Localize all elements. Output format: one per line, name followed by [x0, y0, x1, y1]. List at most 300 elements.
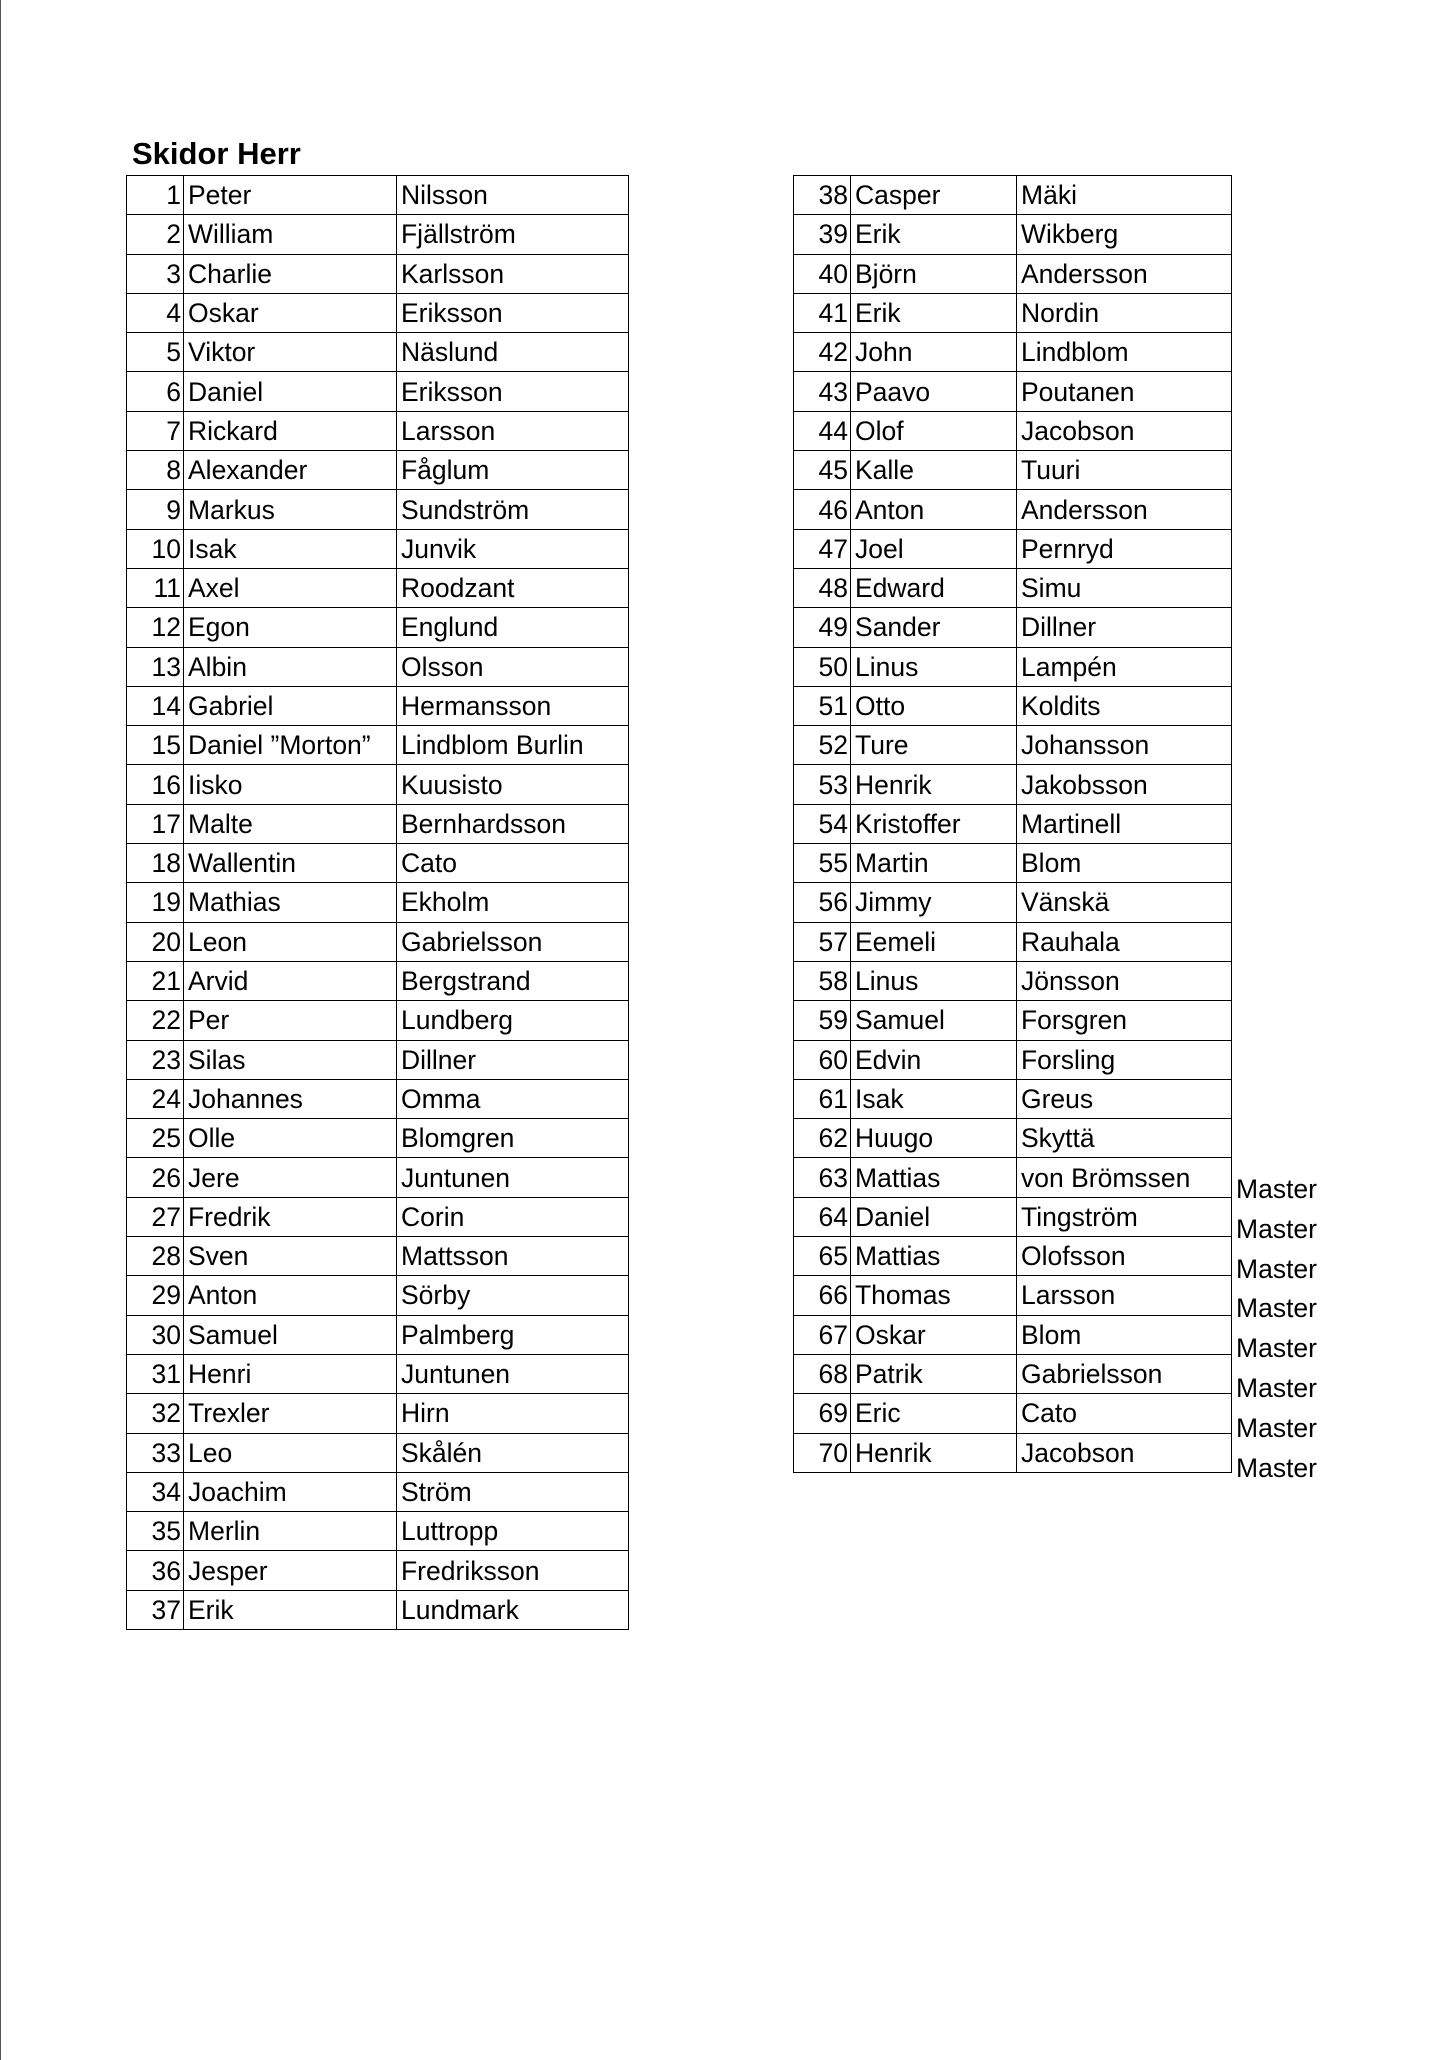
table-row [794, 1158, 1232, 1197]
last-name-cell: Kuusisto [397, 765, 629, 804]
category-note [1236, 1011, 1317, 1051]
roster-table-right-body [794, 176, 1232, 1473]
category-notes [1236, 175, 1317, 1488]
last-name-cell: Lindblom [1017, 333, 1232, 372]
table-row [127, 1512, 629, 1551]
first-name-cell: Edvin [851, 1040, 1017, 1079]
table-row [794, 1394, 1232, 1433]
start-number-cell: 14 [127, 686, 184, 725]
last-name-cell: Ström [397, 1472, 629, 1511]
last-name-cell: Cato [397, 844, 629, 883]
table-row [127, 922, 629, 961]
start-number-cell: 15 [127, 726, 184, 765]
first-name-cell: Casper [851, 176, 1017, 215]
table-row [794, 568, 1232, 607]
last-name-cell: Skålén [397, 1433, 629, 1472]
last-name-cell: Juntunen [397, 1158, 629, 1197]
start-number-cell: 21 [127, 961, 184, 1000]
first-name-cell: Joel [851, 529, 1017, 568]
table-row [794, 1197, 1232, 1236]
start-number-cell: 38 [794, 176, 851, 215]
start-number-cell: 59 [794, 1001, 851, 1040]
table-row [127, 1158, 629, 1197]
first-name-cell: Björn [851, 254, 1017, 293]
last-name-cell: von Brömssen [1017, 1158, 1232, 1197]
last-name-cell: Mäki [1017, 176, 1232, 215]
first-name-cell: Daniel [851, 1197, 1017, 1236]
category-note: Master [1236, 1412, 1317, 1443]
table-row [794, 1237, 1232, 1276]
start-number-cell: 60 [794, 1040, 851, 1079]
start-number-cell: 6 [127, 372, 184, 411]
first-name-cell: Mattias [851, 1237, 1017, 1276]
category-note [1236, 891, 1317, 931]
last-name-cell: Näslund [397, 333, 629, 372]
category-note: Master [1236, 1452, 1317, 1483]
category-note [1236, 971, 1317, 1011]
start-number-cell: 58 [794, 961, 851, 1000]
last-name-cell: Dillner [397, 1040, 629, 1079]
first-name-cell: Linus [851, 647, 1017, 686]
table-row [127, 372, 629, 411]
start-number-cell: 1 [127, 176, 184, 215]
start-number-cell: 37 [127, 1590, 184, 1629]
category-note [1236, 175, 1317, 215]
last-name-cell: Forsling [1017, 1040, 1232, 1079]
start-number-cell: 32 [127, 1394, 184, 1433]
first-name-cell: Anton [851, 490, 1017, 529]
start-number-cell: 29 [127, 1276, 184, 1315]
start-number-cell: 64 [794, 1197, 851, 1236]
first-name-cell: Paavo [851, 372, 1017, 411]
last-name-cell: Hirn [397, 1394, 629, 1433]
last-name-cell: Jacobson [1017, 1433, 1232, 1472]
first-name-cell: Peter [184, 176, 397, 215]
start-number-cell: 56 [794, 883, 851, 922]
last-name-cell: Englund [397, 608, 629, 647]
table-row [794, 372, 1232, 411]
category-note [1236, 852, 1317, 892]
last-name-cell: Juntunen [397, 1354, 629, 1393]
last-name-cell: Andersson [1017, 490, 1232, 529]
category-note: Master [1236, 1293, 1317, 1324]
start-number-cell: 9 [127, 490, 184, 529]
first-name-cell: Merlin [184, 1512, 397, 1551]
start-number-cell: 22 [127, 1001, 184, 1040]
table-row [127, 1001, 629, 1040]
first-name-cell: Oskar [184, 293, 397, 332]
last-name-cell: Tingström [1017, 1197, 1232, 1236]
table-row [127, 176, 629, 215]
table-row [127, 529, 629, 568]
table-row [794, 608, 1232, 647]
start-number-cell: 66 [794, 1276, 851, 1315]
first-name-cell: Axel [184, 568, 397, 607]
category-note [1236, 493, 1317, 533]
category-note: Master [1236, 1253, 1317, 1284]
last-name-cell: Gabrielsson [397, 922, 629, 961]
table-row [127, 1472, 629, 1511]
last-name-cell: Karlsson [397, 254, 629, 293]
category-note: Master [1236, 1173, 1317, 1204]
category-note [1236, 1051, 1317, 1091]
start-number-cell: 8 [127, 451, 184, 490]
start-number-cell: 20 [127, 922, 184, 961]
table-row [127, 568, 629, 607]
roster-table-right [793, 175, 1232, 1473]
last-name-cell: Poutanen [1017, 372, 1232, 411]
start-number-cell: 43 [794, 372, 851, 411]
first-name-cell: Rickard [184, 411, 397, 450]
start-number-cell: 33 [127, 1433, 184, 1472]
last-name-cell: Forsgren [1017, 1001, 1232, 1040]
start-number-cell: 54 [794, 804, 851, 843]
first-name-cell: Markus [184, 490, 397, 529]
roster-table-left [126, 175, 629, 1630]
first-name-cell: Jere [184, 1158, 397, 1197]
start-number-cell: 19 [127, 883, 184, 922]
table-row [794, 726, 1232, 765]
last-name-cell: Tuuri [1017, 451, 1232, 490]
start-number-cell: 48 [794, 568, 851, 607]
table-row [794, 176, 1232, 215]
table-row [794, 961, 1232, 1000]
table-row [794, 490, 1232, 529]
category-note [1236, 414, 1317, 454]
first-name-cell: Huugo [851, 1119, 1017, 1158]
first-name-cell: William [184, 215, 397, 254]
category-note [1236, 334, 1317, 374]
start-number-cell: 65 [794, 1237, 851, 1276]
start-number-cell: 67 [794, 1315, 851, 1354]
last-name-cell: Palmberg [397, 1315, 629, 1354]
last-name-cell: Lindblom Burlin [397, 726, 629, 765]
first-name-cell: Alexander [184, 451, 397, 490]
start-number-cell: 62 [794, 1119, 851, 1158]
last-name-cell: Greus [1017, 1079, 1232, 1118]
table-row [794, 1276, 1232, 1315]
table-row [794, 844, 1232, 883]
start-number-cell: 55 [794, 844, 851, 883]
last-name-cell: Mattsson [397, 1237, 629, 1276]
start-number-cell: 42 [794, 333, 851, 372]
first-name-cell: Wallentin [184, 844, 397, 883]
first-name-cell: Jesper [184, 1551, 397, 1590]
start-number-cell: 27 [127, 1197, 184, 1236]
first-name-cell: Isak [184, 529, 397, 568]
last-name-cell: Eriksson [397, 293, 629, 332]
category-note [1236, 653, 1317, 693]
last-name-cell: Blom [1017, 844, 1232, 883]
last-name-cell: Luttropp [397, 1512, 629, 1551]
last-name-cell: Olofsson [1017, 1237, 1232, 1276]
table-row [794, 333, 1232, 372]
last-name-cell: Fjällström [397, 215, 629, 254]
start-number-cell: 34 [127, 1472, 184, 1511]
last-name-cell: Hermansson [397, 686, 629, 725]
start-number-cell: 52 [794, 726, 851, 765]
last-name-cell: Skyttä [1017, 1119, 1232, 1158]
category-note [1236, 573, 1317, 613]
start-number-cell: 12 [127, 608, 184, 647]
first-name-cell: Jimmy [851, 883, 1017, 922]
start-number-cell: 51 [794, 686, 851, 725]
table-row [794, 647, 1232, 686]
category-note [1236, 931, 1317, 971]
table-row [127, 804, 629, 843]
page-title: Skidor Herr [132, 136, 301, 171]
table-row [127, 451, 629, 490]
start-number-cell: 26 [127, 1158, 184, 1197]
start-number-cell: 7 [127, 411, 184, 450]
last-name-cell: Blomgren [397, 1119, 629, 1158]
category-note [1236, 454, 1317, 494]
first-name-cell: Sander [851, 608, 1017, 647]
table-row [127, 1276, 629, 1315]
table-row [794, 215, 1232, 254]
start-number-cell: 35 [127, 1512, 184, 1551]
first-name-cell: Thomas [851, 1276, 1017, 1315]
first-name-cell: Sven [184, 1237, 397, 1276]
first-name-cell: John [851, 333, 1017, 372]
first-name-cell: Daniel ”Morton” [184, 726, 397, 765]
last-name-cell: Lundmark [397, 1590, 629, 1629]
start-number-cell: 46 [794, 490, 851, 529]
start-number-cell: 4 [127, 293, 184, 332]
first-name-cell: Erik [184, 1590, 397, 1629]
start-number-cell: 40 [794, 254, 851, 293]
table-row [127, 686, 629, 725]
table-row [127, 411, 629, 450]
start-number-cell: 23 [127, 1040, 184, 1079]
table-row [127, 608, 629, 647]
first-name-cell: Erik [851, 293, 1017, 332]
table-row [127, 1237, 629, 1276]
last-name-cell: Koldits [1017, 686, 1232, 725]
last-name-cell: Lampén [1017, 647, 1232, 686]
roster-table-left-body [127, 176, 629, 1630]
start-number-cell: 10 [127, 529, 184, 568]
table-row [794, 411, 1232, 450]
table-row [794, 1433, 1232, 1472]
start-number-cell: 11 [127, 568, 184, 607]
start-number-cell: 50 [794, 647, 851, 686]
first-name-cell: Olof [851, 411, 1017, 450]
table-row [127, 254, 629, 293]
table-row [794, 529, 1232, 568]
table-row [794, 765, 1232, 804]
table-row [127, 765, 629, 804]
start-number-cell: 68 [794, 1354, 851, 1393]
first-name-cell: Eric [851, 1394, 1017, 1433]
last-name-cell: Martinell [1017, 804, 1232, 843]
last-name-cell: Gabrielsson [1017, 1354, 1232, 1393]
last-name-cell: Sörby [397, 1276, 629, 1315]
start-number-cell: 69 [794, 1394, 851, 1433]
start-number-cell: 49 [794, 608, 851, 647]
start-number-cell: 30 [127, 1315, 184, 1354]
last-name-cell: Omma [397, 1079, 629, 1118]
first-name-cell: Fredrik [184, 1197, 397, 1236]
last-name-cell: Nordin [1017, 293, 1232, 332]
first-name-cell: Malte [184, 804, 397, 843]
first-name-cell: Leo [184, 1433, 397, 1472]
last-name-cell: Junvik [397, 529, 629, 568]
table-row [127, 726, 629, 765]
page-edge-line [0, 0, 1, 2060]
table-row [794, 1040, 1232, 1079]
first-name-cell: Henrik [851, 1433, 1017, 1472]
start-number-cell: 24 [127, 1079, 184, 1118]
start-number-cell: 70 [794, 1433, 851, 1472]
last-name-cell: Ekholm [397, 883, 629, 922]
first-name-cell: Olle [184, 1119, 397, 1158]
first-name-cell: Martin [851, 844, 1017, 883]
last-name-cell: Rauhala [1017, 922, 1232, 961]
table-row [127, 215, 629, 254]
last-name-cell: Corin [397, 1197, 629, 1236]
table-row [127, 1394, 629, 1433]
table-row [127, 1551, 629, 1590]
first-name-cell: Joachim [184, 1472, 397, 1511]
start-number-cell: 13 [127, 647, 184, 686]
first-name-cell: Otto [851, 686, 1017, 725]
category-note [1236, 374, 1317, 414]
first-name-cell: Leon [184, 922, 397, 961]
start-number-cell: 47 [794, 529, 851, 568]
last-name-cell: Simu [1017, 568, 1232, 607]
start-number-cell: 17 [127, 804, 184, 843]
last-name-cell: Larsson [1017, 1276, 1232, 1315]
last-name-cell: Olsson [397, 647, 629, 686]
category-note [1236, 215, 1317, 255]
first-name-cell: Patrik [851, 1354, 1017, 1393]
table-row [127, 844, 629, 883]
table-row [127, 1315, 629, 1354]
last-name-cell: Cato [1017, 1394, 1232, 1433]
table-row [127, 883, 629, 922]
last-name-cell: Blom [1017, 1315, 1232, 1354]
first-name-cell: Arvid [184, 961, 397, 1000]
first-name-cell: Anton [184, 1276, 397, 1315]
table-row [127, 1433, 629, 1472]
start-number-cell: 31 [127, 1354, 184, 1393]
table-row [127, 1354, 629, 1393]
first-name-cell: Charlie [184, 254, 397, 293]
table-row [127, 1079, 629, 1118]
table-row [794, 254, 1232, 293]
last-name-cell: Fåglum [397, 451, 629, 490]
first-name-cell: Iisko [184, 765, 397, 804]
last-name-cell: Lundberg [397, 1001, 629, 1040]
table-row [794, 451, 1232, 490]
start-number-cell: 18 [127, 844, 184, 883]
table-row [127, 333, 629, 372]
start-number-cell: 61 [794, 1079, 851, 1118]
category-note: Master [1236, 1333, 1317, 1364]
category-note: Master [1236, 1372, 1317, 1403]
start-number-cell: 2 [127, 215, 184, 254]
table-row [127, 1040, 629, 1079]
first-name-cell: Mathias [184, 883, 397, 922]
start-number-cell: 41 [794, 293, 851, 332]
first-name-cell: Henri [184, 1354, 397, 1393]
first-name-cell: Kalle [851, 451, 1017, 490]
start-number-cell: 57 [794, 922, 851, 961]
last-name-cell: Pernryd [1017, 529, 1232, 568]
first-name-cell: Gabriel [184, 686, 397, 725]
first-name-cell: Erik [851, 215, 1017, 254]
last-name-cell: Roodzant [397, 568, 629, 607]
table-row [127, 1119, 629, 1158]
table-row [127, 961, 629, 1000]
table-row [794, 1079, 1232, 1118]
first-name-cell: Per [184, 1001, 397, 1040]
last-name-cell: Andersson [1017, 254, 1232, 293]
category-note [1236, 294, 1317, 334]
start-number-cell: 36 [127, 1551, 184, 1590]
table-row [127, 647, 629, 686]
start-number-cell: 25 [127, 1119, 184, 1158]
first-name-cell: Henrik [851, 765, 1017, 804]
first-name-cell: Ture [851, 726, 1017, 765]
first-name-cell: Edward [851, 568, 1017, 607]
first-name-cell: Albin [184, 647, 397, 686]
category-note [1236, 732, 1317, 772]
first-name-cell: Eemeli [851, 922, 1017, 961]
category-note [1236, 1130, 1317, 1170]
start-number-cell: 44 [794, 411, 851, 450]
first-name-cell: Linus [851, 961, 1017, 1000]
last-name-cell: Vänskä [1017, 883, 1232, 922]
first-name-cell: Samuel [851, 1001, 1017, 1040]
last-name-cell: Larsson [397, 411, 629, 450]
table-row [794, 883, 1232, 922]
table-row [794, 293, 1232, 332]
last-name-cell: Jönsson [1017, 961, 1232, 1000]
first-name-cell: Viktor [184, 333, 397, 372]
first-name-cell: Egon [184, 608, 397, 647]
start-number-cell: 45 [794, 451, 851, 490]
category-note [1236, 613, 1317, 653]
table-row [794, 1001, 1232, 1040]
last-name-cell: Jakobsson [1017, 765, 1232, 804]
first-name-cell: Isak [851, 1079, 1017, 1118]
last-name-cell: Bernhardsson [397, 804, 629, 843]
first-name-cell: Samuel [184, 1315, 397, 1354]
category-note [1236, 812, 1317, 852]
last-name-cell: Wikberg [1017, 215, 1232, 254]
table-row [794, 1119, 1232, 1158]
first-name-cell: Johannes [184, 1079, 397, 1118]
table-row [127, 293, 629, 332]
last-name-cell: Johansson [1017, 726, 1232, 765]
table-row [127, 1197, 629, 1236]
start-number-cell: 53 [794, 765, 851, 804]
first-name-cell: Daniel [184, 372, 397, 411]
table-row [127, 490, 629, 529]
start-number-cell: 3 [127, 254, 184, 293]
start-number-cell: 28 [127, 1237, 184, 1276]
last-name-cell: Fredriksson [397, 1551, 629, 1590]
last-name-cell: Dillner [1017, 608, 1232, 647]
last-name-cell: Nilsson [397, 176, 629, 215]
table-row [794, 1315, 1232, 1354]
last-name-cell: Bergstrand [397, 961, 629, 1000]
category-note [1236, 772, 1317, 812]
last-name-cell: Jacobson [1017, 411, 1232, 450]
table-row [794, 1354, 1232, 1393]
